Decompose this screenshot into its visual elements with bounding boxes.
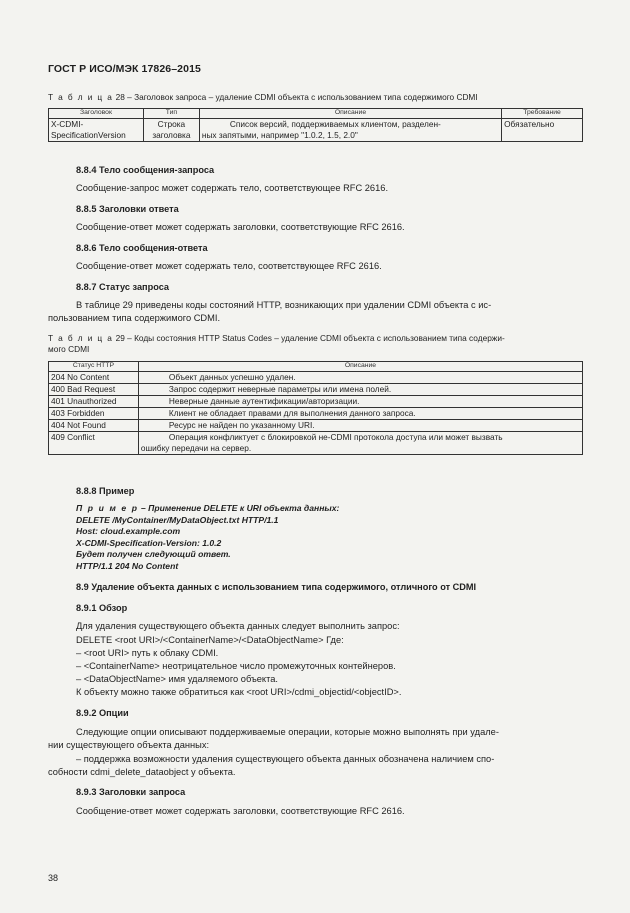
caption-text: 29 – Коды состояния HTTP Status Codes – удаление CDMI объекта с использованием типа содержи- bbox=[113, 333, 505, 343]
table-cell: Объект данных успешно удален. bbox=[138, 371, 582, 383]
cell-line: Строка bbox=[157, 118, 186, 129]
column-header: Статус HTTP bbox=[49, 362, 139, 372]
table-row bbox=[49, 431, 583, 454]
caption-text: мого CDMI bbox=[48, 343, 90, 354]
paragraph: нии существующего объекта данных: bbox=[48, 740, 210, 750]
table-header-row bbox=[49, 362, 583, 372]
table-row bbox=[49, 395, 583, 407]
example-line: HTTP/1.1 204 No Content bbox=[76, 560, 179, 571]
paragraph: Сообщение-ответ может содержать заголовки, соответствующие RFC 2616. bbox=[76, 222, 405, 232]
table-header-row bbox=[49, 109, 583, 119]
section-heading: 8.9.2 Опции bbox=[76, 708, 129, 718]
section-heading: 8.9.3 Заголовки запроса bbox=[76, 787, 186, 797]
section-heading: 8.8.4 Тело сообщения-запроса bbox=[76, 165, 215, 175]
example-title-text: – Применение DELETE к URI объекта данных: bbox=[138, 503, 340, 513]
table-row bbox=[49, 118, 583, 141]
table-28-caption bbox=[48, 92, 478, 103]
example-line: X-CDMI-Specification-Version: 1.0.2 bbox=[76, 537, 222, 548]
paragraph: DELETE <root URI>/<ContainerName>/<DataObjectName> Где: bbox=[76, 635, 344, 645]
table-28 bbox=[48, 108, 583, 142]
table-cell: Неверные данные аутентификации/авторизации. bbox=[138, 395, 582, 407]
cell-line: SpecificationVersion bbox=[51, 129, 126, 140]
table-cell: 409 Conflict bbox=[49, 431, 139, 454]
table-cell: Запрос содержит неверные параметры или имена полей. bbox=[138, 383, 582, 395]
section-heading: 8.8.7 Статус запроса bbox=[76, 282, 170, 292]
section-heading: 8.8.8 Пример bbox=[76, 486, 135, 496]
table-row bbox=[49, 419, 583, 431]
cell-line: заголовка bbox=[152, 129, 191, 140]
section-heading: 8.8.5 Заголовки ответа bbox=[76, 204, 179, 214]
paragraph: Для удаления существующего объекта данных следует выполнить запрос: bbox=[76, 621, 400, 631]
cell-line: X-CDMI- bbox=[51, 118, 84, 129]
paragraph: Сообщение-ответ может содержать тело, соответствующее RFC 2616. bbox=[76, 261, 382, 271]
list-item: – <ContainerName> неотрицательное число промежуточных контейнеров. bbox=[76, 661, 396, 671]
example-block bbox=[76, 503, 339, 572]
paragraph: Сообщение-ответ может содержать заголовки, соответствующие RFC 2616. bbox=[76, 806, 405, 816]
example-line: Будет получен следующий ответ. bbox=[76, 549, 231, 559]
table-cell bbox=[138, 431, 582, 454]
table-29-caption bbox=[48, 333, 505, 354]
table-cell bbox=[49, 118, 144, 141]
section-heading: 8.9.1 Обзор bbox=[76, 603, 128, 613]
table-cell: 403 Forbidden bbox=[49, 407, 139, 419]
table-cell bbox=[143, 118, 199, 141]
section-heading: 8.8.6 Тело сообщения-ответа bbox=[76, 243, 208, 253]
example-line: DELETE /MyContainer/MyDataObject.txt HTTP/1.1 bbox=[76, 514, 279, 525]
table-cell: 401 Unauthorized bbox=[49, 395, 139, 407]
document-header: ГОСТ Р ИСО/МЭК 17826–2015 bbox=[48, 63, 201, 75]
paragraph: К объекту можно также обратиться как <root URI>/cdmi_objectid/<objectID>. bbox=[76, 687, 402, 697]
paragraph: пользованием типа содержимого CDMI. bbox=[48, 313, 221, 323]
list-item: – поддержка возможности удаления существующего объекта данных обозначена наличием спо- bbox=[76, 754, 495, 764]
paragraph: В таблице 29 приведены коды состояний HTTP, возникающих при удалении CDMI объекта с ис- bbox=[76, 300, 492, 310]
example-prefix: П р и м е р bbox=[76, 503, 139, 513]
cell-line: ных запятыми, например "1.0.2, 1.5, 2.0" bbox=[201, 129, 358, 140]
table-cell: 404 Not Found bbox=[49, 419, 139, 431]
caption-text: 28 – Заголовок запроса – удаление CDMI объекта с использованием типа содержимого CDMI bbox=[113, 92, 478, 102]
table-29 bbox=[48, 361, 583, 455]
caption-prefix: Т а б л и ц а bbox=[48, 92, 114, 102]
paragraph: Следующие опции описывают поддерживаемые операции, которые можно выполнять при удале- bbox=[76, 727, 499, 737]
table-cell: 204 No Content bbox=[49, 371, 139, 383]
example-line: Host: cloud.example.com bbox=[76, 526, 181, 536]
cell-line: Операция конфликтует с блокировкой не-CDMI протокола доступа или может вызвать bbox=[168, 431, 503, 442]
cell-line: ошибку передачи на сервер. bbox=[140, 442, 252, 453]
list-item: – <DataObjectName> имя удаляемого объекта. bbox=[76, 674, 279, 684]
column-header: Описание bbox=[199, 109, 501, 119]
column-header: Требование bbox=[502, 109, 583, 119]
table-cell bbox=[199, 118, 501, 141]
table-cell: Ресурс не найден по указанному URI. bbox=[138, 419, 582, 431]
table-row bbox=[49, 371, 583, 383]
table-cell: 400 Bad Request bbox=[49, 383, 139, 395]
table-cell: Обязательно bbox=[502, 118, 583, 141]
table-row bbox=[49, 383, 583, 395]
cell-line: Список версий, поддерживаемых клиентом, разделен- bbox=[229, 118, 441, 129]
page-number: 38 bbox=[48, 873, 59, 883]
paragraph: Сообщение-запрос может содержать тело, соответствующее RFC 2616. bbox=[76, 183, 389, 193]
table-cell: Клиент не обладает правами для выполнения данного запроса. bbox=[138, 407, 582, 419]
section-heading: 8.9 Удаление объекта данных с использованием типа содержимого, отличного от CDMI bbox=[76, 582, 477, 592]
list-item: – <root URI> путь к облаку CDMI. bbox=[76, 648, 219, 658]
table-row bbox=[49, 407, 583, 419]
caption-prefix: Т а б л и ц а bbox=[48, 333, 114, 343]
column-header: Заголовок bbox=[49, 109, 144, 119]
column-header: Тип bbox=[143, 109, 199, 119]
column-header: Описание bbox=[138, 362, 582, 372]
example-title bbox=[76, 503, 339, 515]
list-item: собности cdmi_delete_dataobject у объекта. bbox=[48, 767, 236, 777]
